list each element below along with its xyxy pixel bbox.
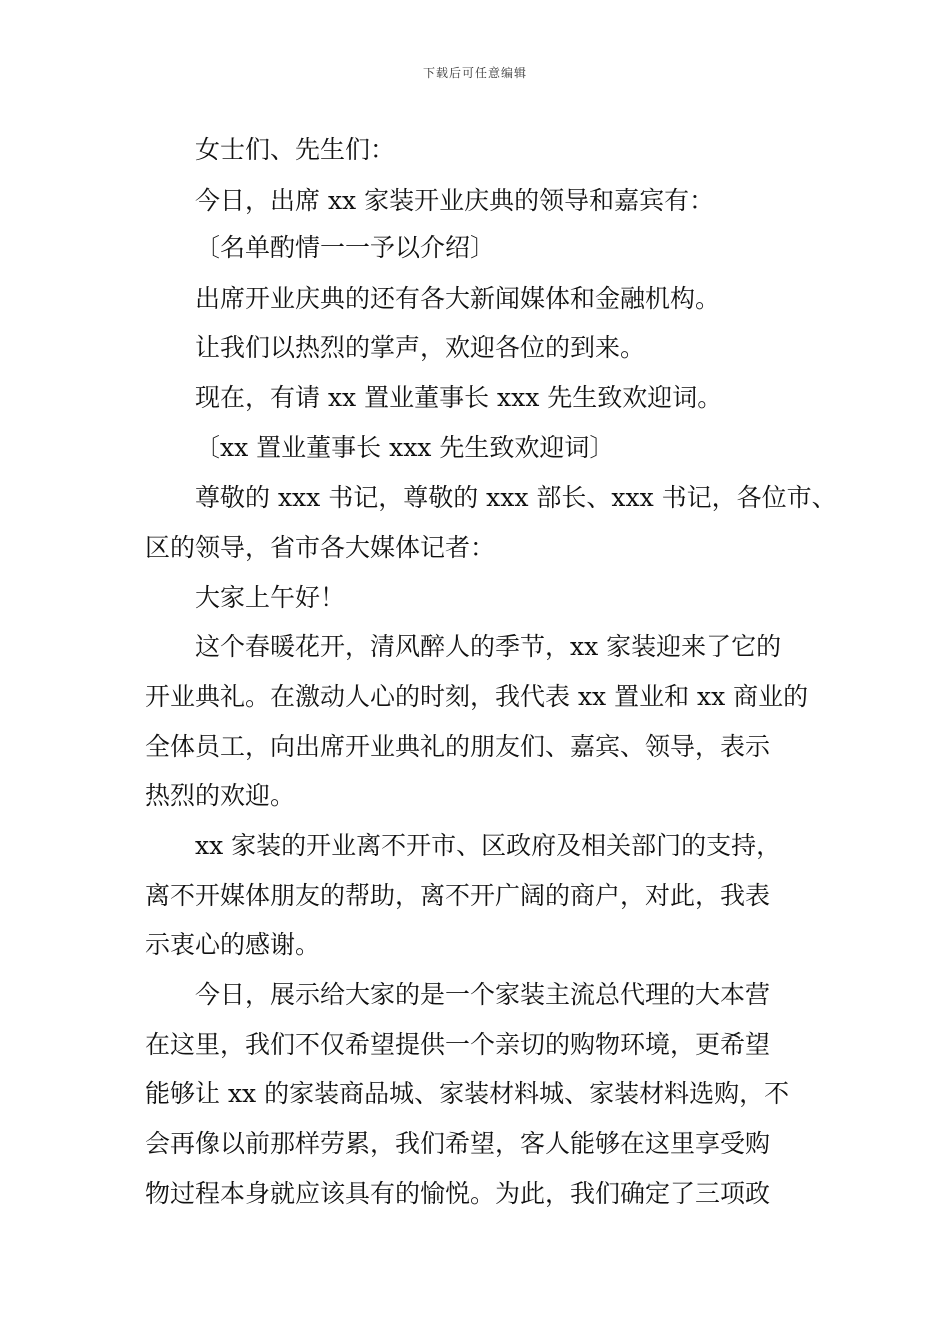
text-line: 这个春暖花开，清风醉人的季节，xx 家装迎来了它的 <box>195 632 782 661</box>
text-line: 在这里，我们不仅希望提供一个亲切的购物环境，更希望 <box>145 1030 771 1059</box>
text-line: 示衷心的感谢。 <box>145 930 321 959</box>
text-line: 开业典礼。在激动人心的时刻，我代表 xx 置业和 xx 商业的 <box>145 682 809 711</box>
text-line: xx 家装的开业离不开市、区政府及相关部门的支持， <box>195 831 782 860</box>
text-line: 区的领导，省市各大媒体记者： <box>145 533 496 562</box>
text-line: 能够让 xx 的家装商品城、家装材料城、家装材料选购，不 <box>145 1079 790 1108</box>
text-line: 今日，出席 xx 家装开业庆典的领导和嘉宾有： <box>195 186 715 215</box>
text-line: 离不开媒体朋友的帮助，离不开广阔的商户，对此，我表 <box>145 881 771 910</box>
text-line: 热烈的欢迎。 <box>145 781 296 810</box>
text-line: 现在，有请 xx 置业董事长 xxx 先生致欢迎词。 <box>195 383 723 412</box>
text-line: 让我们以热烈的掌声，欢迎各位的到来。 <box>195 333 646 362</box>
text-line: 大家上午好！ <box>195 583 346 612</box>
text-line: 〔名单酌情一一予以介绍〕 <box>195 233 496 262</box>
text-line: 会再像以前那样劳累，我们希望，客人能够在这里享受购 <box>145 1129 771 1158</box>
page-header: 下载后可任意编辑 <box>422 66 527 80</box>
text-line: 出席开业庆典的还有各大新闻媒体和金融机构。 <box>195 284 721 313</box>
text-line: 物过程本身就应该具有的愉悦。为此，我们确定了三项政 <box>145 1179 771 1208</box>
text-line: 全体员工，向出席开业典礼的朋友们、嘉宾、领导，表示 <box>145 732 771 761</box>
text-line: 女士们、先生们： <box>195 135 396 164</box>
text-line: 今日，展示给大家的是一个家装主流总代理的大本营 <box>195 980 771 1009</box>
text-line: 尊敬的 xxx 书记，尊敬的 xxx 部长、xxx 书记，各位市、 <box>195 483 837 512</box>
text-line: 〔xx 置业董事长 xxx 先生致欢迎词〕 <box>195 433 615 462</box>
